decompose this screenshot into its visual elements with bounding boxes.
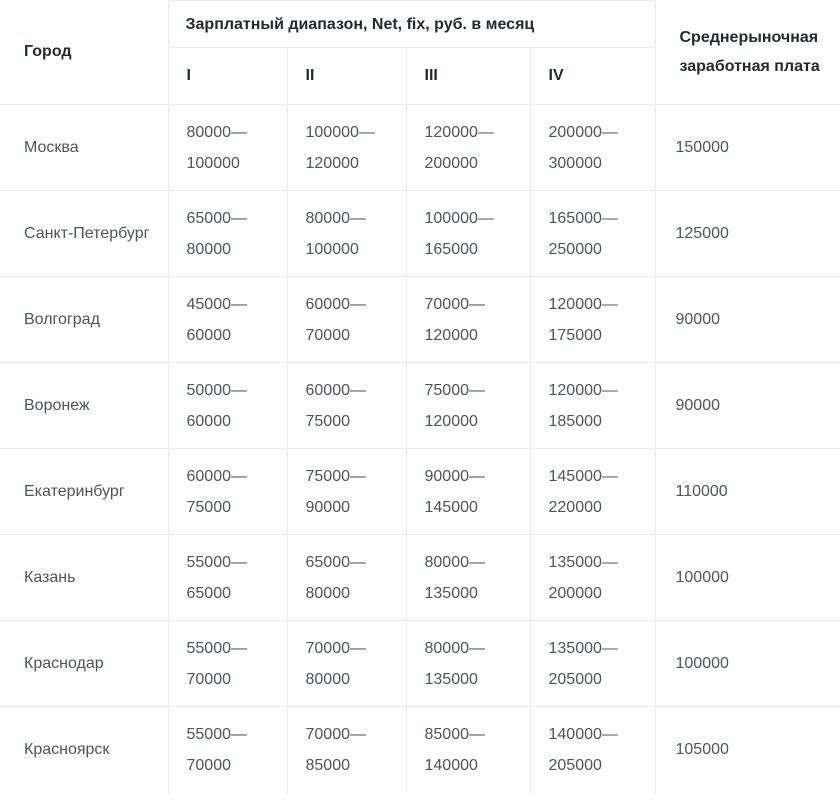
range-from: 55000—	[186, 639, 247, 657]
range-cell-q4	[530, 621, 655, 707]
header-row-group	[0, 1, 840, 48]
range-to: 100000	[186, 154, 240, 172]
range-to: 205000	[548, 670, 602, 688]
range-to: 75000	[305, 412, 350, 430]
table-row-moscow	[0, 105, 840, 191]
range-from: 70000—	[305, 725, 366, 743]
range-from: 80000—	[424, 553, 485, 571]
range-to: 250000	[548, 240, 602, 258]
range-to: 70000	[305, 326, 350, 344]
table-row-kazan	[0, 535, 840, 621]
range-from: 70000—	[305, 639, 366, 657]
range-to: 70000	[186, 670, 231, 688]
range-cell-q1	[168, 449, 287, 535]
range-cell-q1	[168, 277, 287, 363]
average-salary-cell: 90000	[655, 277, 840, 363]
range-to: 120000	[424, 326, 478, 344]
column-header-quartile-3: III	[406, 48, 530, 105]
range-from: 60000—	[186, 467, 247, 485]
city-cell: Москва	[0, 105, 168, 191]
range-cell-q3	[406, 707, 530, 793]
range-to: 165000	[424, 240, 478, 258]
range-cell-q3	[406, 449, 530, 535]
table-row-volgograd	[0, 277, 840, 363]
range-cell-q2	[287, 707, 406, 793]
column-header-city: Город	[0, 1, 168, 105]
range-cell-q4	[530, 363, 655, 449]
city-cell: Волгоград	[0, 277, 168, 363]
range-cell-q4	[530, 707, 655, 793]
range-cell-q4	[530, 449, 655, 535]
range-to: 300000	[548, 154, 602, 172]
range-cell-q4	[530, 535, 655, 621]
range-cell-q3	[406, 191, 530, 277]
average-salary-cell: 110000	[655, 449, 840, 535]
table-row-voronezh	[0, 363, 840, 449]
range-cell-q2	[287, 621, 406, 707]
city-cell: Санкт-Петербург	[0, 191, 168, 277]
range-to: 200000	[548, 584, 602, 602]
range-from: 60000—	[305, 381, 366, 399]
average-salary-cell: 150000	[655, 105, 840, 191]
city-cell: Екатеринбург	[0, 449, 168, 535]
range-from: 120000—	[548, 381, 618, 399]
range-to: 80000	[305, 584, 350, 602]
range-from: 165000—	[548, 209, 618, 227]
range-cell-q2	[287, 535, 406, 621]
range-cell-q2	[287, 277, 406, 363]
range-from: 65000—	[305, 553, 366, 571]
range-from: 200000—	[548, 123, 618, 141]
range-from: 50000—	[186, 381, 247, 399]
range-cell-q3	[406, 363, 530, 449]
range-cell-q3	[406, 105, 530, 191]
range-to: 80000	[305, 670, 350, 688]
range-cell-q1	[168, 707, 287, 793]
average-salary-cell: 125000	[655, 191, 840, 277]
average-salary-cell: 100000	[655, 621, 840, 707]
range-cell-q2	[287, 191, 406, 277]
range-from: 80000—	[186, 123, 247, 141]
column-header-quartile-4: IV	[530, 48, 655, 105]
range-from: 135000—	[548, 639, 618, 657]
table-row-krasnoyarsk	[0, 707, 840, 793]
range-to: 140000	[424, 756, 478, 774]
column-header-quartile-2: II	[287, 48, 406, 105]
range-from: 135000—	[548, 553, 618, 571]
range-to: 85000	[305, 756, 350, 774]
city-cell: Краснодар	[0, 621, 168, 707]
range-from: 145000—	[548, 467, 618, 485]
range-from: 65000—	[186, 209, 247, 227]
range-from: 100000—	[424, 209, 494, 227]
range-to: 205000	[548, 756, 602, 774]
range-cell-q2	[287, 363, 406, 449]
city-cell: Воронеж	[0, 363, 168, 449]
range-to: 135000	[424, 584, 478, 602]
range-to: 120000	[305, 154, 359, 172]
range-from: 70000—	[424, 295, 485, 313]
range-from: 80000—	[305, 209, 366, 227]
range-cell-q1	[168, 363, 287, 449]
range-cell-q1	[168, 621, 287, 707]
range-from: 55000—	[186, 725, 247, 743]
range-from: 120000—	[548, 295, 618, 313]
range-to: 145000	[424, 498, 478, 516]
range-cell-q1	[168, 191, 287, 277]
range-to: 135000	[424, 670, 478, 688]
range-to: 60000	[186, 326, 231, 344]
range-to: 120000	[424, 412, 478, 430]
column-header-average-salary: Среднерыночная заработная плата	[655, 1, 840, 105]
range-cell-q1	[168, 535, 287, 621]
range-to: 65000	[186, 584, 231, 602]
range-to: 70000	[186, 756, 231, 774]
range-from: 75000—	[305, 467, 366, 485]
range-cell-q4	[530, 191, 655, 277]
range-cell-q2	[287, 449, 406, 535]
range-to: 75000	[186, 498, 231, 516]
range-from: 85000—	[424, 725, 485, 743]
range-to: 200000	[424, 154, 478, 172]
average-salary-cell: 90000	[655, 363, 840, 449]
range-to: 220000	[548, 498, 602, 516]
column-header-quartile-1: I	[168, 48, 287, 105]
range-to: 175000	[548, 326, 602, 344]
range-from: 100000—	[305, 123, 375, 141]
range-to: 90000	[305, 498, 350, 516]
range-from: 90000—	[424, 467, 485, 485]
range-cell-q4	[530, 105, 655, 191]
range-cell-q4	[530, 277, 655, 363]
range-from: 80000—	[424, 639, 485, 657]
range-to: 185000	[548, 412, 602, 430]
column-header-salary-range-group: Зарплатный диапазон, Net, fix, руб. в месяц	[168, 1, 655, 48]
average-salary-cell: 100000	[655, 535, 840, 621]
table-row-saint-petersburg	[0, 191, 840, 277]
range-cell-q3	[406, 621, 530, 707]
table-header	[0, 1, 840, 105]
range-cell-q3	[406, 277, 530, 363]
table-row-yekaterinburg	[0, 449, 840, 535]
range-cell-q3	[406, 535, 530, 621]
range-to: 100000	[305, 240, 359, 258]
table-row-krasnodar	[0, 621, 840, 707]
range-from: 55000—	[186, 553, 247, 571]
city-cell: Красноярск	[0, 707, 168, 793]
range-from: 60000—	[305, 295, 366, 313]
range-from: 45000—	[186, 295, 247, 313]
range-to: 80000	[186, 240, 231, 258]
table-body	[0, 105, 840, 793]
average-salary-cell: 105000	[655, 707, 840, 793]
city-cell: Казань	[0, 535, 168, 621]
range-from: 75000—	[424, 381, 485, 399]
range-cell-q1	[168, 105, 287, 191]
range-cell-q2	[287, 105, 406, 191]
range-to: 60000	[186, 412, 231, 430]
range-from: 140000—	[548, 725, 618, 743]
range-from: 120000—	[424, 123, 494, 141]
